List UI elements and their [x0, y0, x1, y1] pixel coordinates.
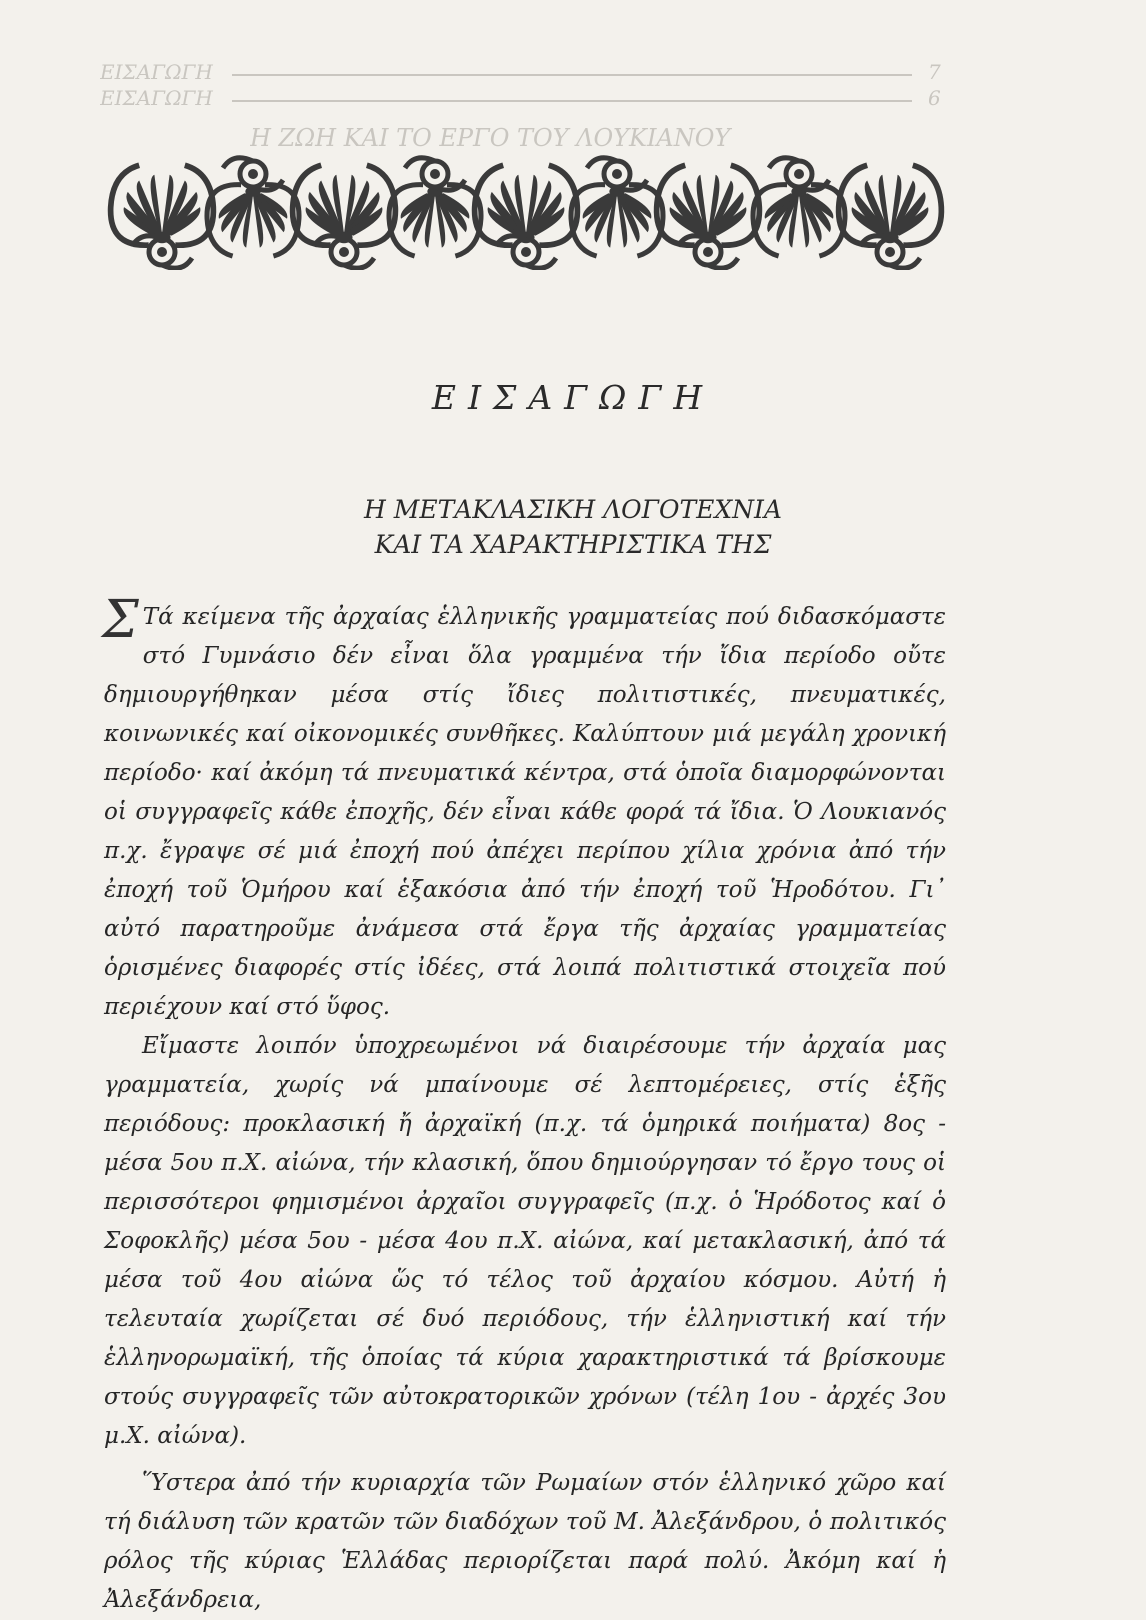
page-title: ΕΙΣΑΓΩΓΗ — [431, 378, 715, 417]
paragraph-3: Ὕστερα ἀπό τήν κυριαρχία τῶν Ρωμαίων στόν ἑλληνικό χῶρο καί τή διάλυση τῶν κρατῶν τῶν διαδόχων τοῦ Μ. Ἀλεξάνδρου, ὁ πολιτικός ρόλος τῆς κύριας Ἑλλάδας περιορίζεται παρά πολύ. Ἀκόμη καί ἡ Ἀλεξάνδρεια, — [104, 1470, 946, 1613]
drop-cap: Σ — [102, 590, 139, 650]
bleed-page-number-1: 7 — [928, 60, 941, 84]
bleed-rule-1 — [232, 74, 912, 76]
bleed-header-1: ΕΙΣΑΓΩΓΗ — [100, 60, 213, 84]
bleed-page-number-2: 6 — [928, 86, 941, 110]
palmette-border-icon — [96, 148, 960, 270]
bleed-rule-2 — [232, 100, 912, 102]
subtitle-line-2: ΚΑΙ ΤΑ ΧΑΡΑΚΤΗΡΙΣΤΙΚΑ ΤΗΣ — [374, 530, 772, 559]
paragraph-1: Σ Τά κείμενα τῆς ἀρχαίας ἑλληνικῆς γραμματείας πού διδασκόμαστε στό Γυμνάσιο δέν εἶναι ὅλα γραμμένα τήν ἴδια περίοδο οὔτε δημιουργήθηκαν μέσα στίς ἴδιες πολιτιστικές, πνευματικές, κοινωνικές καί οἰκονομικές συνθῆκες. Καλύπτουν μιά μεγάλη χρονική περίοδο· καί ἀκόμη τά πνευματικά κέντρα, στά ὁποῖα διαμορφώνονται οἱ συγγραφεῖς κάθε ἐποχῆς, δέν εἶναι κάθε φορά τά ἴδια. Ὁ Λουκιανός π.χ. ἔγραψε σέ μιά ἐποχή πού ἀπέχει περίπου χίλια χρόνια ἀπό τήν ἐποχή τοῦ Ὁμήρου καί ἑξακόσια ἀπό τήν ἐποχή τοῦ Ἡροδότου. Γι᾽ αὐτό παρατηροῦμε ἀνάμεσα στά ἔργα τῆς ἀρχαίας γραμματείας ὁρισμένες διαφορές στίς ἰδέες, στά λοιπά πολιτιστικά στοιχεῖα πού περιέχουν καί στό ὕφος. — [102, 590, 946, 1020]
bleed-header-2: ΕΙΣΑΓΩΓΗ — [100, 86, 213, 110]
body-text — [102, 590, 946, 1620]
subtitle-line-1: Η ΜΕΤΑΚΛΑΣΙΚΗ ΛΟΓΟΤΕΧΝΙΑ — [363, 495, 782, 524]
paragraph-2: Εἴμαστε λοιπόν ὑποχρεωμένοι νά διαιρέσουμε τήν ἀρχαία μας γραμματεία, χωρίς νά μπαίνουμε σέ λεπτομέρειες, στίς ἑξῆς περιόδους: προκλασική ἤ ἀρχαϊκή (π.χ. τά ὁμηρικά ποιήματα) 8ος - μέσα 5ου π.Χ. αἰώνα, τήν κλασική, ὅπου δημιούργησαν τό ἔργο τους οἱ περισσότεροι φημισμένοι ἀρχαῖοι συγγραφεῖς (π.χ. ὁ Ἡρόδοτος καί ὁ Σοφοκλῆς) μέσα 5ου - μέσα 4ου π.Χ. αἰώνα, καί μετακλασική, ἀπό τά μέσα τοῦ 4ου αἰώνα ὥς τό τέλος τοῦ ἀρχαίου κόσμου. Αὐτή ἡ τελευταία χωρίζεται σέ δυό περιόδους, τήν ἑλληνιστική καί τήν ἑλληνορωμαϊκή, τῆς ὁποίας τά κύρια χαρακτηριστικά τά βρίσκουμε στούς συγγραφεῖς τῶν αὐτοκρατορικῶν χρόνων (τέλη 1ου - ἀρχές 3ου μ.Χ. αἰώνα). — [104, 1033, 946, 1449]
bleed-heading: Η ΖΩΗ ΚΑΙ ΤΟ ΕΡΓΟ ΤΟΥ ΛΟΥΚΙΑΝΟΥ — [250, 124, 731, 152]
